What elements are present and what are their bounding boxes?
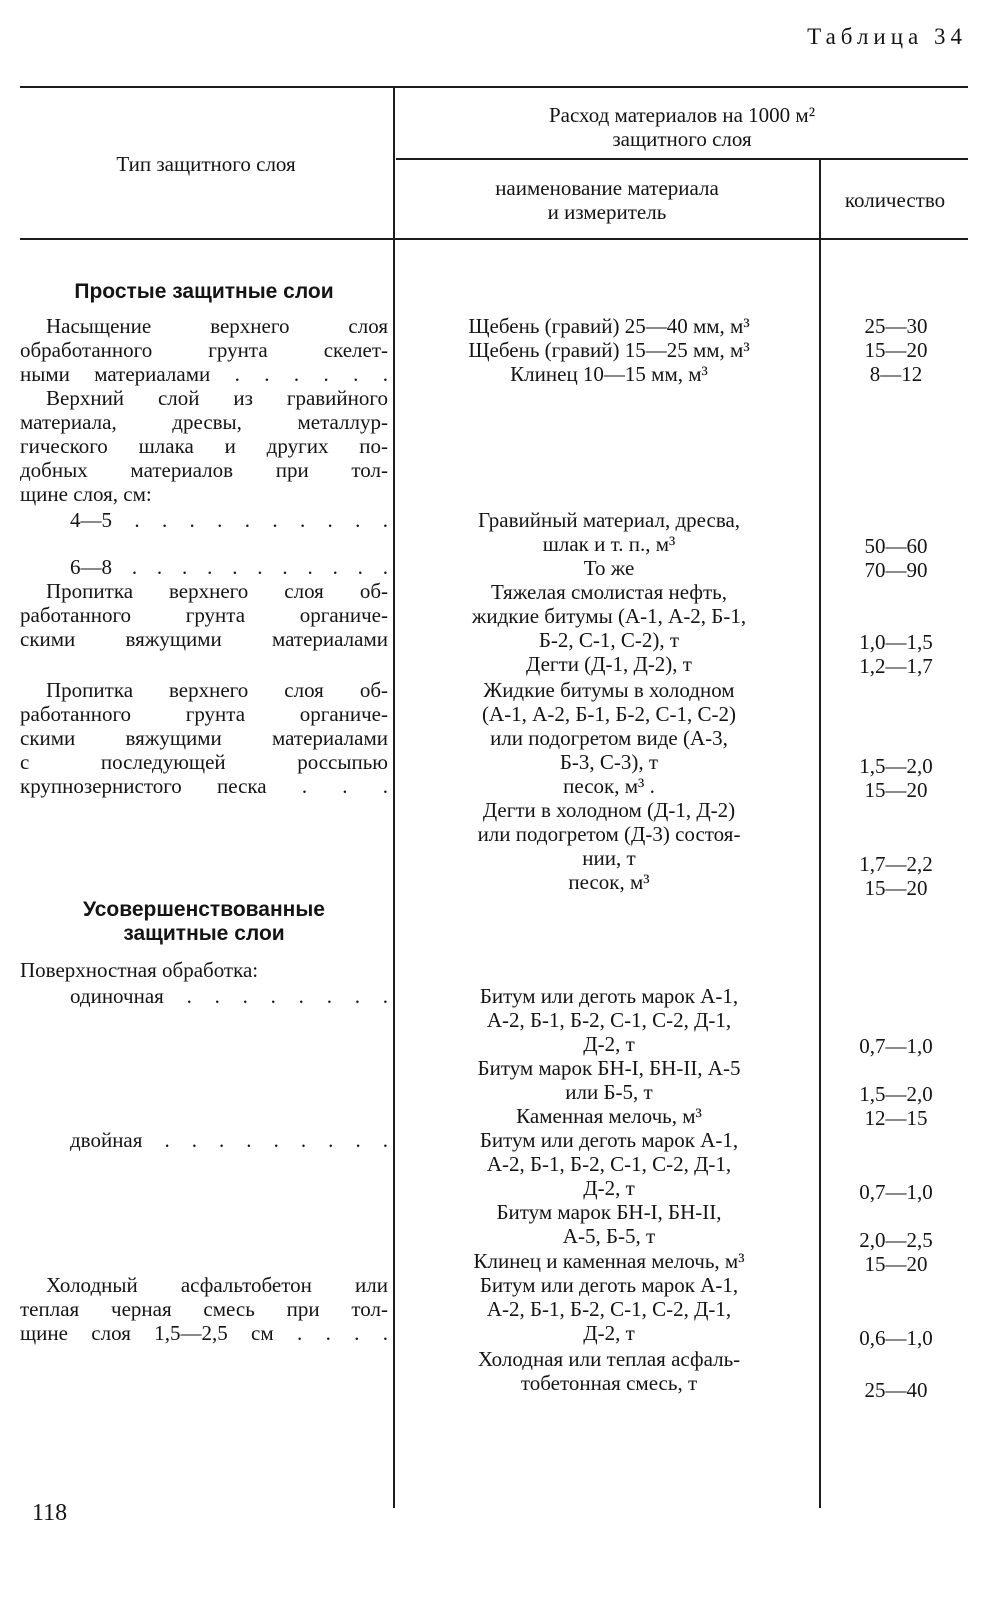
material-line: шлак и т. п., м³ bbox=[542, 532, 676, 556]
material-line: или подогретом (Д-3) состоя- bbox=[477, 822, 741, 846]
quantity-value: 70—90 bbox=[864, 558, 928, 582]
quantity-value: 1,5—2,0 bbox=[859, 754, 933, 778]
material-line: или подогретом виде (А-3, bbox=[490, 726, 728, 750]
type-line: с последующей россыпью bbox=[20, 750, 388, 774]
material-line: Щебень (гравий) 25—40 мм, м³ bbox=[468, 314, 750, 338]
material-line: песок, м³ . bbox=[563, 774, 655, 798]
material-line: Щебень (гравий) 15—25 мм, м³ bbox=[468, 338, 750, 362]
material-line: или Б-5, т bbox=[565, 1080, 653, 1104]
type-line: теплая черная смесь при тол- bbox=[20, 1297, 388, 1321]
quantity-value: 0,6—1,0 bbox=[859, 1326, 933, 1350]
section-title-improved-line-2: защитные слои bbox=[123, 922, 285, 945]
quantity-value: 15—20 bbox=[864, 1252, 928, 1276]
quantity-value: 15—20 bbox=[864, 876, 928, 900]
header-material-line-1: наименование материала bbox=[495, 176, 719, 200]
type-line: крупнозернистого песка . . . bbox=[20, 774, 388, 798]
table-label: Таблица 34 bbox=[807, 24, 967, 49]
type-line: добных материалов при тол- bbox=[20, 458, 388, 482]
material-line: Тяжелая смолистая нефть, bbox=[491, 580, 727, 604]
material-line: Клинец и каменная мелочь, м³ bbox=[473, 1249, 745, 1273]
section-title-simple: Простые защитные слои bbox=[74, 280, 334, 303]
material-line: То же bbox=[583, 556, 635, 580]
header-bottom-rule bbox=[20, 238, 968, 240]
quantity-value: 15—20 bbox=[864, 338, 928, 362]
material-line: Битум или деготь марок А-1, bbox=[479, 1273, 739, 1297]
quantity-value: 15—20 bbox=[864, 778, 928, 802]
header-mid-rule bbox=[396, 158, 968, 160]
material-line: А-2, Б-1, Б-2, С-1, С-2, Д-1, bbox=[486, 1008, 732, 1032]
column-divider-1 bbox=[393, 88, 395, 1508]
type-line: скими вяжущими материалами bbox=[20, 627, 388, 651]
quantity-value: 50—60 bbox=[864, 534, 928, 558]
material-line: А-2, Б-1, Б-2, С-1, С-2, Д-1, bbox=[486, 1152, 732, 1176]
type-line: одиночная . . . . . . . . bbox=[70, 984, 388, 1008]
material-line: Б-2, С-1, С-2), т bbox=[538, 628, 680, 652]
material-line: А-5, Б-5, т bbox=[562, 1224, 656, 1248]
type-line: ными материалами . . . . . . bbox=[20, 362, 388, 386]
top-rule bbox=[20, 86, 968, 88]
header-type-column: Тип защитного слоя bbox=[116, 152, 296, 176]
type-line: 6—8 . . . . . . . . . . . bbox=[70, 555, 388, 579]
material-line: Жидкие битумы в холодном bbox=[483, 678, 735, 702]
material-line: Битум или деготь марок А-1, bbox=[479, 984, 739, 1008]
header-quantity-column: количество bbox=[844, 188, 946, 212]
material-line: нии, т bbox=[582, 846, 636, 870]
type-line: материала, дресвы, металлур- bbox=[20, 410, 388, 434]
column-divider-2 bbox=[819, 160, 821, 1508]
quantity-value: 1,5—2,0 bbox=[859, 1082, 933, 1106]
quantity-value: 1,0—1,5 bbox=[859, 630, 933, 654]
material-line: Д-2, т bbox=[583, 1321, 635, 1345]
type-line: Пропитка верхнего слоя об- bbox=[46, 579, 388, 603]
quantity-value: 0,7—1,0 bbox=[859, 1034, 933, 1058]
type-line: обработанного грунта скелет- bbox=[20, 338, 388, 362]
material-line: жидкие битумы (А-1, А-2, Б-1, bbox=[471, 604, 747, 628]
material-line: А-2, Б-1, Б-2, С-1, С-2, Д-1, bbox=[486, 1297, 732, 1321]
quantity-value: 12—15 bbox=[864, 1106, 928, 1130]
quantity-value: 1,2—1,7 bbox=[859, 654, 933, 678]
material-line: Битум марок БН-I, БН-II, bbox=[496, 1200, 722, 1224]
type-line: Поверхностная обработка: bbox=[20, 958, 259, 982]
material-line: Холодная или теплая асфаль- bbox=[477, 1347, 741, 1371]
material-line: (А-1, А-2, Б-1, Б-2, С-1, С-2) bbox=[482, 702, 736, 726]
material-line: тобетонная смесь, т bbox=[520, 1371, 698, 1395]
type-line: работанного грунта органиче- bbox=[20, 702, 388, 726]
type-line: 4—5 . . . . . . . . . . bbox=[70, 508, 388, 532]
material-line: Гравийный материал, дресва, bbox=[477, 508, 741, 532]
type-line: двойная . . . . . . . . . bbox=[70, 1128, 388, 1152]
quantity-value: 8—12 bbox=[869, 362, 923, 386]
material-line: Дегти (Д-1, Д-2), т bbox=[526, 652, 692, 676]
material-line: Д-2, т bbox=[583, 1032, 635, 1056]
material-line: Битум или деготь марок А-1, bbox=[479, 1128, 739, 1152]
type-line: Холодный асфальтобетон или bbox=[46, 1273, 388, 1297]
header-group-line-1: Расход материалов на 1000 м² bbox=[548, 103, 816, 127]
section-title-improved-line-1: Усовершенствованные bbox=[83, 898, 325, 921]
material-line: Каменная мелочь, м³ bbox=[516, 1104, 702, 1128]
material-line: Дегти в холодном (Д-1, Д-2) bbox=[482, 798, 736, 822]
type-line: Пропитка верхнего слоя об- bbox=[46, 678, 388, 702]
type-line: скими вяжущими материалами bbox=[20, 726, 388, 750]
quantity-value: 1,7—2,2 bbox=[859, 852, 933, 876]
type-line: щине слоя, см: bbox=[20, 482, 152, 506]
type-line: щине слоя 1,5—2,5 см . . . . bbox=[20, 1321, 388, 1345]
type-line: Верхний слой из гравийного bbox=[46, 386, 388, 410]
quantity-value: 25—40 bbox=[864, 1378, 928, 1402]
type-line: Насыщение верхнего слоя bbox=[46, 314, 388, 338]
header-group-line-2: защитного слоя bbox=[612, 127, 752, 151]
material-line: песок, м³ bbox=[568, 870, 650, 894]
quantity-value: 25—30 bbox=[864, 314, 928, 338]
material-line: Б-3, С-3), т bbox=[559, 750, 659, 774]
quantity-value: 0,7—1,0 bbox=[859, 1180, 933, 1204]
page-number: 118 bbox=[32, 1500, 68, 1526]
quantity-value: 2,0—2,5 bbox=[859, 1228, 933, 1252]
header-material-line-2: и измеритель bbox=[547, 200, 667, 224]
type-line: работанного грунта органиче- bbox=[20, 603, 388, 627]
type-line: гического шлака и других по- bbox=[20, 434, 388, 458]
material-line: Клинец 10—15 мм, м³ bbox=[510, 362, 708, 386]
material-line: Д-2, т bbox=[583, 1176, 635, 1200]
material-line: Битум марок БН-I, БН-II, А-5 bbox=[477, 1056, 741, 1080]
